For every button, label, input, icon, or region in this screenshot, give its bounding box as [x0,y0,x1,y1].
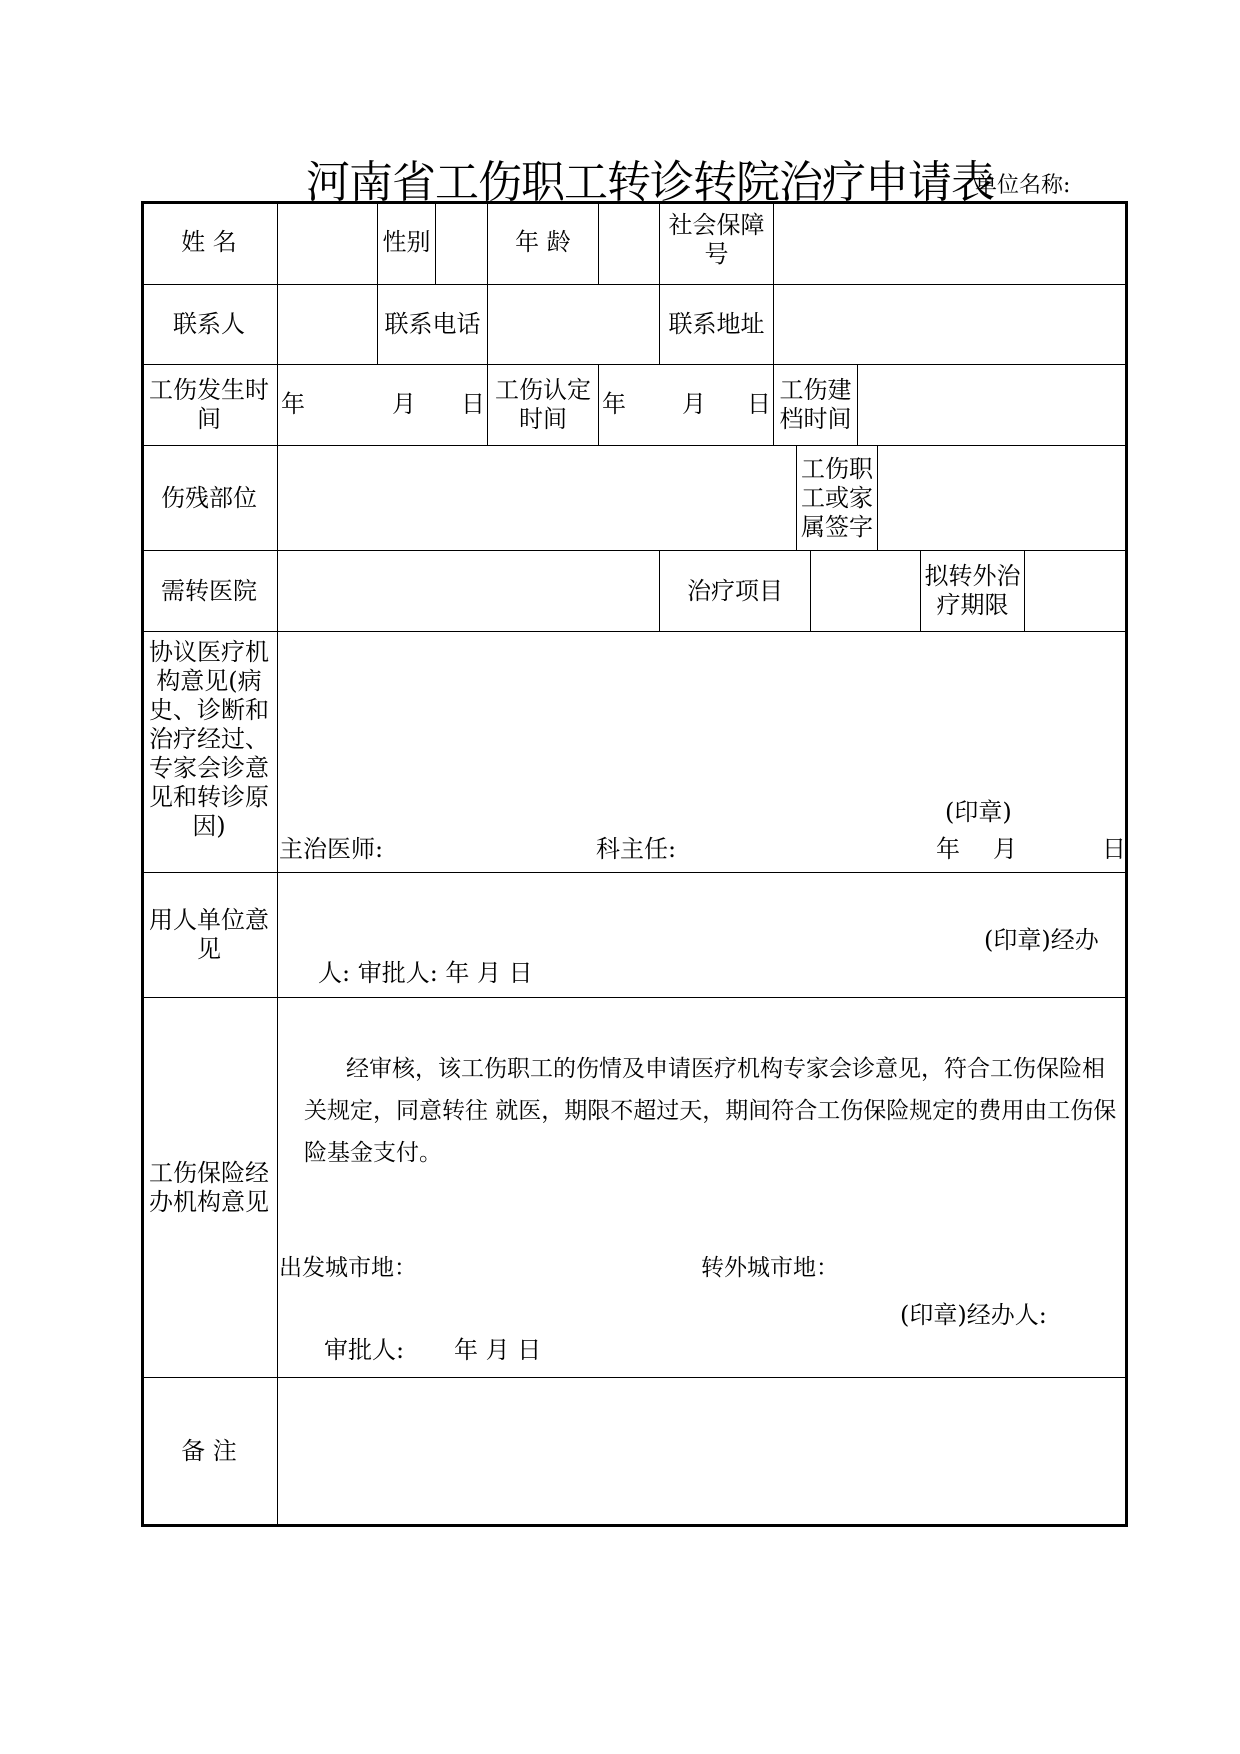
period-label: 拟转外治疗期限 [920,550,1024,631]
period-field[interactable] [1024,550,1128,631]
hospital-label: 需转医院 [141,550,277,631]
year-text: 年 [281,390,305,418]
unit-name-label: 单位名称: [975,173,1071,198]
address-field[interactable] [773,284,1128,364]
day-text: 日 [1102,835,1126,863]
insurance-agency-label: 工伤保险经办机构意见 [141,997,277,1377]
disability-part-field[interactable] [277,445,796,550]
gender-label: 性别 [377,201,435,284]
seal-handler-text: (印章)经办人: [900,1301,1047,1329]
ssn-field[interactable] [773,201,1128,284]
month-text: 月 [993,835,1017,863]
contact-field[interactable] [277,284,377,364]
year-text: 年 [936,835,960,863]
transfer-city-label: 转外城市地： [701,1255,839,1281]
date-text: 年 月 日 [454,1336,542,1364]
approver-label: 审批人: [324,1336,405,1364]
doctor-label: 主治医师: [279,835,384,863]
contact-label: 联系人 [141,284,277,364]
form-title: 河南省工伤职工转诊转院治疗申请表 [306,157,994,208]
form-table [141,201,1128,1527]
depart-city-label: 出发城市地： [279,1255,417,1281]
day-text: 日 [747,390,771,418]
disability-part-label: 伤残部位 [141,445,277,550]
signature-label: 工伤职工或家属签字 [796,445,877,550]
archive-time-field[interactable] [857,364,1128,445]
remarks-label: 备 注 [141,1377,277,1524]
name-field[interactable] [277,201,377,284]
medical-opinion-field[interactable] [277,631,1128,872]
remarks-field[interactable] [277,1377,1128,1524]
day-text: 日 [461,390,485,418]
year-text: 年 [602,390,626,418]
month-text: 月 [682,390,706,418]
employer-opinion-label: 用人单位意见 [141,872,277,997]
recognition-time-label: 工伤认定时间 [487,364,598,445]
recognition-time-field[interactable] [598,364,773,445]
injury-time-field[interactable] [277,364,487,445]
treatment-field[interactable] [810,550,920,631]
age-label: 年 龄 [487,201,598,284]
hospital-field[interactable] [277,550,659,631]
phone-field[interactable] [487,284,659,364]
injury-time-label: 工伤发生时间 [141,364,277,445]
treatment-label: 治疗项目 [659,550,810,631]
medical-opinion-label: 协议医疗机构意见(病史、诊断和治疗经过、专家会诊意见和转诊原因) [141,631,277,872]
address-label: 联系地址 [659,284,773,364]
archive-time-label: 工伤建档时间 [773,364,857,445]
seal-text: (印章) [945,798,1012,826]
approver-line: 人: 审批人: 年 月 日 [318,959,533,987]
employer-opinion-field[interactable] [277,872,1128,997]
approval-paragraph: 经审核，该工伤职工的伤情及申请医疗机构专家会诊意见，符合工伤保险相关规定，同意转往 就医，期限不超过天，期间符合工伤保险规定的费用由工伤保险基金支付。 [304,1056,1117,1166]
ssn-label: 社会保障号 [659,201,773,284]
phone-label: 联系电话 [377,284,487,364]
age-field[interactable] [598,201,659,284]
director-label: 科主任: [596,835,677,863]
seal-handler-text: (印章)经办 [984,926,1099,954]
gender-field[interactable] [435,201,487,284]
name-label: 姓 名 [181,228,237,256]
month-text: 月 [392,390,416,418]
signature-field[interactable] [877,445,1128,550]
